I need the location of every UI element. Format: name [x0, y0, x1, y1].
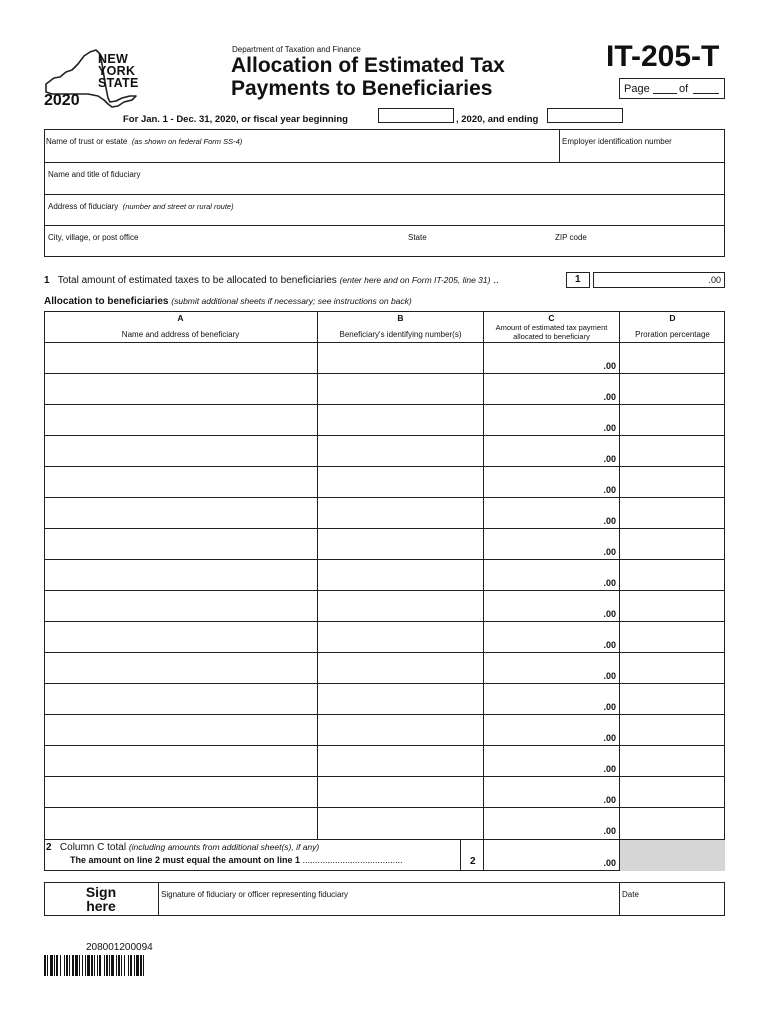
line1-dots: .. [493, 275, 499, 286]
city-field[interactable] [48, 227, 398, 255]
page-number-blank[interactable] [653, 93, 677, 94]
fiduciary-address-field[interactable] [48, 196, 718, 223]
form-title [231, 54, 505, 100]
sign-here-label: Sign here [85, 884, 117, 914]
form-code: 208001200094 [86, 942, 153, 953]
beneficiary-name-cell[interactable] [44, 560, 317, 590]
form-title-line1: Allocation of Estimated Tax [231, 54, 505, 77]
fiduciary-name-label: Name and title of fiduciary [48, 170, 141, 179]
date-label: Date [622, 890, 639, 899]
beneficiary-id-cell[interactable] [318, 684, 483, 714]
beneficiary-name-cell[interactable] [44, 777, 317, 807]
beneficiary-id-cell[interactable] [318, 622, 483, 652]
allocation-note: (submit additional sheets if necessary; see instructions on back) [171, 296, 412, 306]
fiscal-end-input[interactable] [547, 108, 623, 123]
beneficiary-name-cell[interactable] [44, 622, 317, 652]
ein-label: Employer identification number [562, 137, 672, 146]
logo-line-york: YORK [98, 64, 136, 78]
col-a-letter: A [177, 313, 184, 323]
logo-line-state: STATE [98, 76, 139, 90]
proration-percentage-cell[interactable] [620, 746, 725, 776]
of-label: of [679, 83, 689, 95]
col-d-letter: D [669, 313, 676, 323]
col-b-letter: B [397, 313, 404, 323]
allocation-title: Allocation to beneficiaries [44, 296, 169, 307]
line1-box-number: 1 [566, 272, 590, 288]
page-label: Page [624, 83, 650, 95]
beneficiary-name-cell[interactable] [44, 529, 317, 559]
beneficiary-name-cell[interactable] [44, 343, 317, 373]
allocation-heading [44, 296, 412, 307]
col-a-label: Name and address of beneficiary [121, 330, 240, 339]
line2-number: 2 [46, 842, 52, 853]
row-cents: .00 [603, 733, 616, 743]
proration-percentage-cell[interactable] [620, 467, 725, 497]
line2-text [46, 842, 458, 865]
proration-percentage-cell[interactable] [620, 498, 725, 528]
beneficiary-id-cell[interactable] [318, 467, 483, 497]
trust-name-field[interactable] [46, 131, 556, 161]
beneficiary-name-cell[interactable] [44, 653, 317, 683]
line2-box-number: 2 [470, 856, 476, 867]
row-cents: .00 [603, 485, 616, 495]
proration-percentage-cell[interactable] [620, 777, 725, 807]
date-field[interactable] [622, 884, 722, 914]
proration-percentage-cell[interactable] [620, 715, 725, 745]
beneficiary-id-cell[interactable] [318, 374, 483, 404]
proration-percentage-cell[interactable] [620, 405, 725, 435]
row-cents: .00 [603, 702, 616, 712]
proration-percentage-cell[interactable] [620, 808, 725, 838]
period-middle: , 2020, and ending [456, 114, 539, 125]
beneficiary-name-cell[interactable] [44, 591, 317, 621]
address-note: (number and street or rural route) [122, 202, 234, 211]
line1-cents: .00 [708, 275, 721, 285]
line2-label: Column C total [59, 842, 127, 853]
beneficiary-name-cell[interactable] [44, 715, 317, 745]
ein-field[interactable] [562, 131, 722, 161]
proration-percentage-cell[interactable] [620, 436, 725, 466]
fiscal-begin-input[interactable] [378, 108, 454, 123]
line2-instruction: The amount on line 2 must equal the amount on line 1 [70, 855, 301, 865]
row-cents: .00 [603, 454, 616, 464]
beneficiary-id-cell[interactable] [318, 653, 483, 683]
page-box [619, 78, 725, 99]
signature-label: Signature of fiduciary or officer representing fiduciary [161, 890, 349, 899]
line2-shaded-cell [620, 840, 725, 871]
beneficiary-id-cell[interactable] [318, 343, 483, 373]
trust-name-label: Name of trust or estate [46, 137, 128, 146]
state-label: State [408, 233, 427, 242]
row-cents: .00 [603, 547, 616, 557]
beneficiary-id-cell[interactable] [318, 777, 483, 807]
zip-label: ZIP code [555, 233, 587, 242]
beneficiary-name-cell[interactable] [44, 746, 317, 776]
beneficiary-id-cell[interactable] [318, 591, 483, 621]
proration-percentage-cell[interactable] [620, 374, 725, 404]
col-c-header [484, 313, 619, 341]
beneficiary-id-cell[interactable] [318, 715, 483, 745]
line2-dots: ........................................ [302, 855, 403, 865]
city-label: City, village, or post office [48, 233, 139, 242]
row-cents: .00 [603, 795, 616, 805]
row-cents: .00 [603, 764, 616, 774]
row-cents: .00 [603, 671, 616, 681]
form-year: 2020 [44, 92, 80, 109]
fiduciary-name-field[interactable] [48, 164, 718, 192]
beneficiary-name-cell[interactable] [44, 467, 317, 497]
line1-text [44, 275, 499, 286]
col-b-label: Beneficiary's identifying number(s) [339, 330, 462, 339]
beneficiary-id-cell[interactable] [318, 808, 483, 838]
line1-note: (enter here and on Form IT-205, line 31) [339, 275, 491, 285]
line2-cents: .00 [603, 858, 616, 868]
barcode [44, 955, 194, 976]
logo-line-new: NEW [98, 52, 129, 66]
row-cents: .00 [603, 826, 616, 836]
beneficiary-id-cell[interactable] [318, 405, 483, 435]
beneficiary-id-cell[interactable] [318, 746, 483, 776]
row-cents: .00 [603, 361, 616, 371]
proration-percentage-cell[interactable] [620, 560, 725, 590]
row-cents: .00 [603, 640, 616, 650]
line2-amount-input[interactable] [484, 840, 619, 871]
proration-percentage-cell[interactable] [620, 622, 725, 652]
signature-field[interactable] [161, 884, 616, 914]
beneficiary-name-cell[interactable] [44, 684, 317, 714]
line2-note: (including amounts from additional sheet(s), if any) [128, 842, 320, 852]
row-cents: .00 [603, 516, 616, 526]
col-c-label1: Amount of estimated tax payment [495, 323, 608, 332]
line1-label: Total amount of estimated taxes to be allocated to beneficiaries [57, 275, 337, 286]
proration-percentage-cell[interactable] [620, 529, 725, 559]
beneficiary-name-cell[interactable] [44, 374, 317, 404]
col-b-header [318, 313, 483, 339]
col-c-letter: C [548, 313, 555, 323]
proration-percentage-cell[interactable] [620, 684, 725, 714]
trust-name-note: (as shown on federal Form SS-4) [131, 137, 243, 146]
proration-percentage-cell[interactable] [620, 653, 725, 683]
line1-number: 1 [44, 275, 50, 286]
page-total-blank[interactable] [693, 93, 719, 94]
row-cents: .00 [603, 609, 616, 619]
zip-field[interactable] [555, 227, 715, 255]
logo-text [98, 53, 139, 89]
beneficiary-name-cell[interactable] [44, 436, 317, 466]
beneficiary-name-cell[interactable] [44, 498, 317, 528]
form-title-line2: Payments to Beneficiaries [231, 77, 493, 100]
row-cents: .00 [603, 423, 616, 433]
beneficiary-id-cell[interactable] [318, 498, 483, 528]
beneficiary-name-cell[interactable] [44, 405, 317, 435]
col-d-label: Proration percentage [635, 330, 710, 339]
row-cents: .00 [603, 578, 616, 588]
form-number: IT-205-T [606, 40, 720, 73]
col-d-header [620, 313, 725, 339]
beneficiary-id-cell[interactable] [318, 529, 483, 559]
col-a-header [44, 313, 317, 339]
beneficiary-id-cell[interactable] [318, 436, 483, 466]
beneficiary-name-cell[interactable] [44, 808, 317, 838]
line1-amount-input[interactable] [593, 272, 725, 288]
state-field[interactable] [408, 227, 548, 255]
proration-percentage-cell[interactable] [620, 591, 725, 621]
col-c-label2: allocated to beneficiary [513, 332, 590, 341]
period-prefix: For Jan. 1 - Dec. 31, 2020, or fiscal year beginning [123, 114, 348, 125]
beneficiary-id-cell[interactable] [318, 560, 483, 590]
address-label: Address of fiduciary [48, 202, 119, 211]
barcode-icon [44, 955, 194, 976]
proration-percentage-cell[interactable] [620, 343, 725, 373]
row-cents: .00 [603, 392, 616, 402]
department-name: Department of Taxation and Finance [232, 45, 361, 54]
